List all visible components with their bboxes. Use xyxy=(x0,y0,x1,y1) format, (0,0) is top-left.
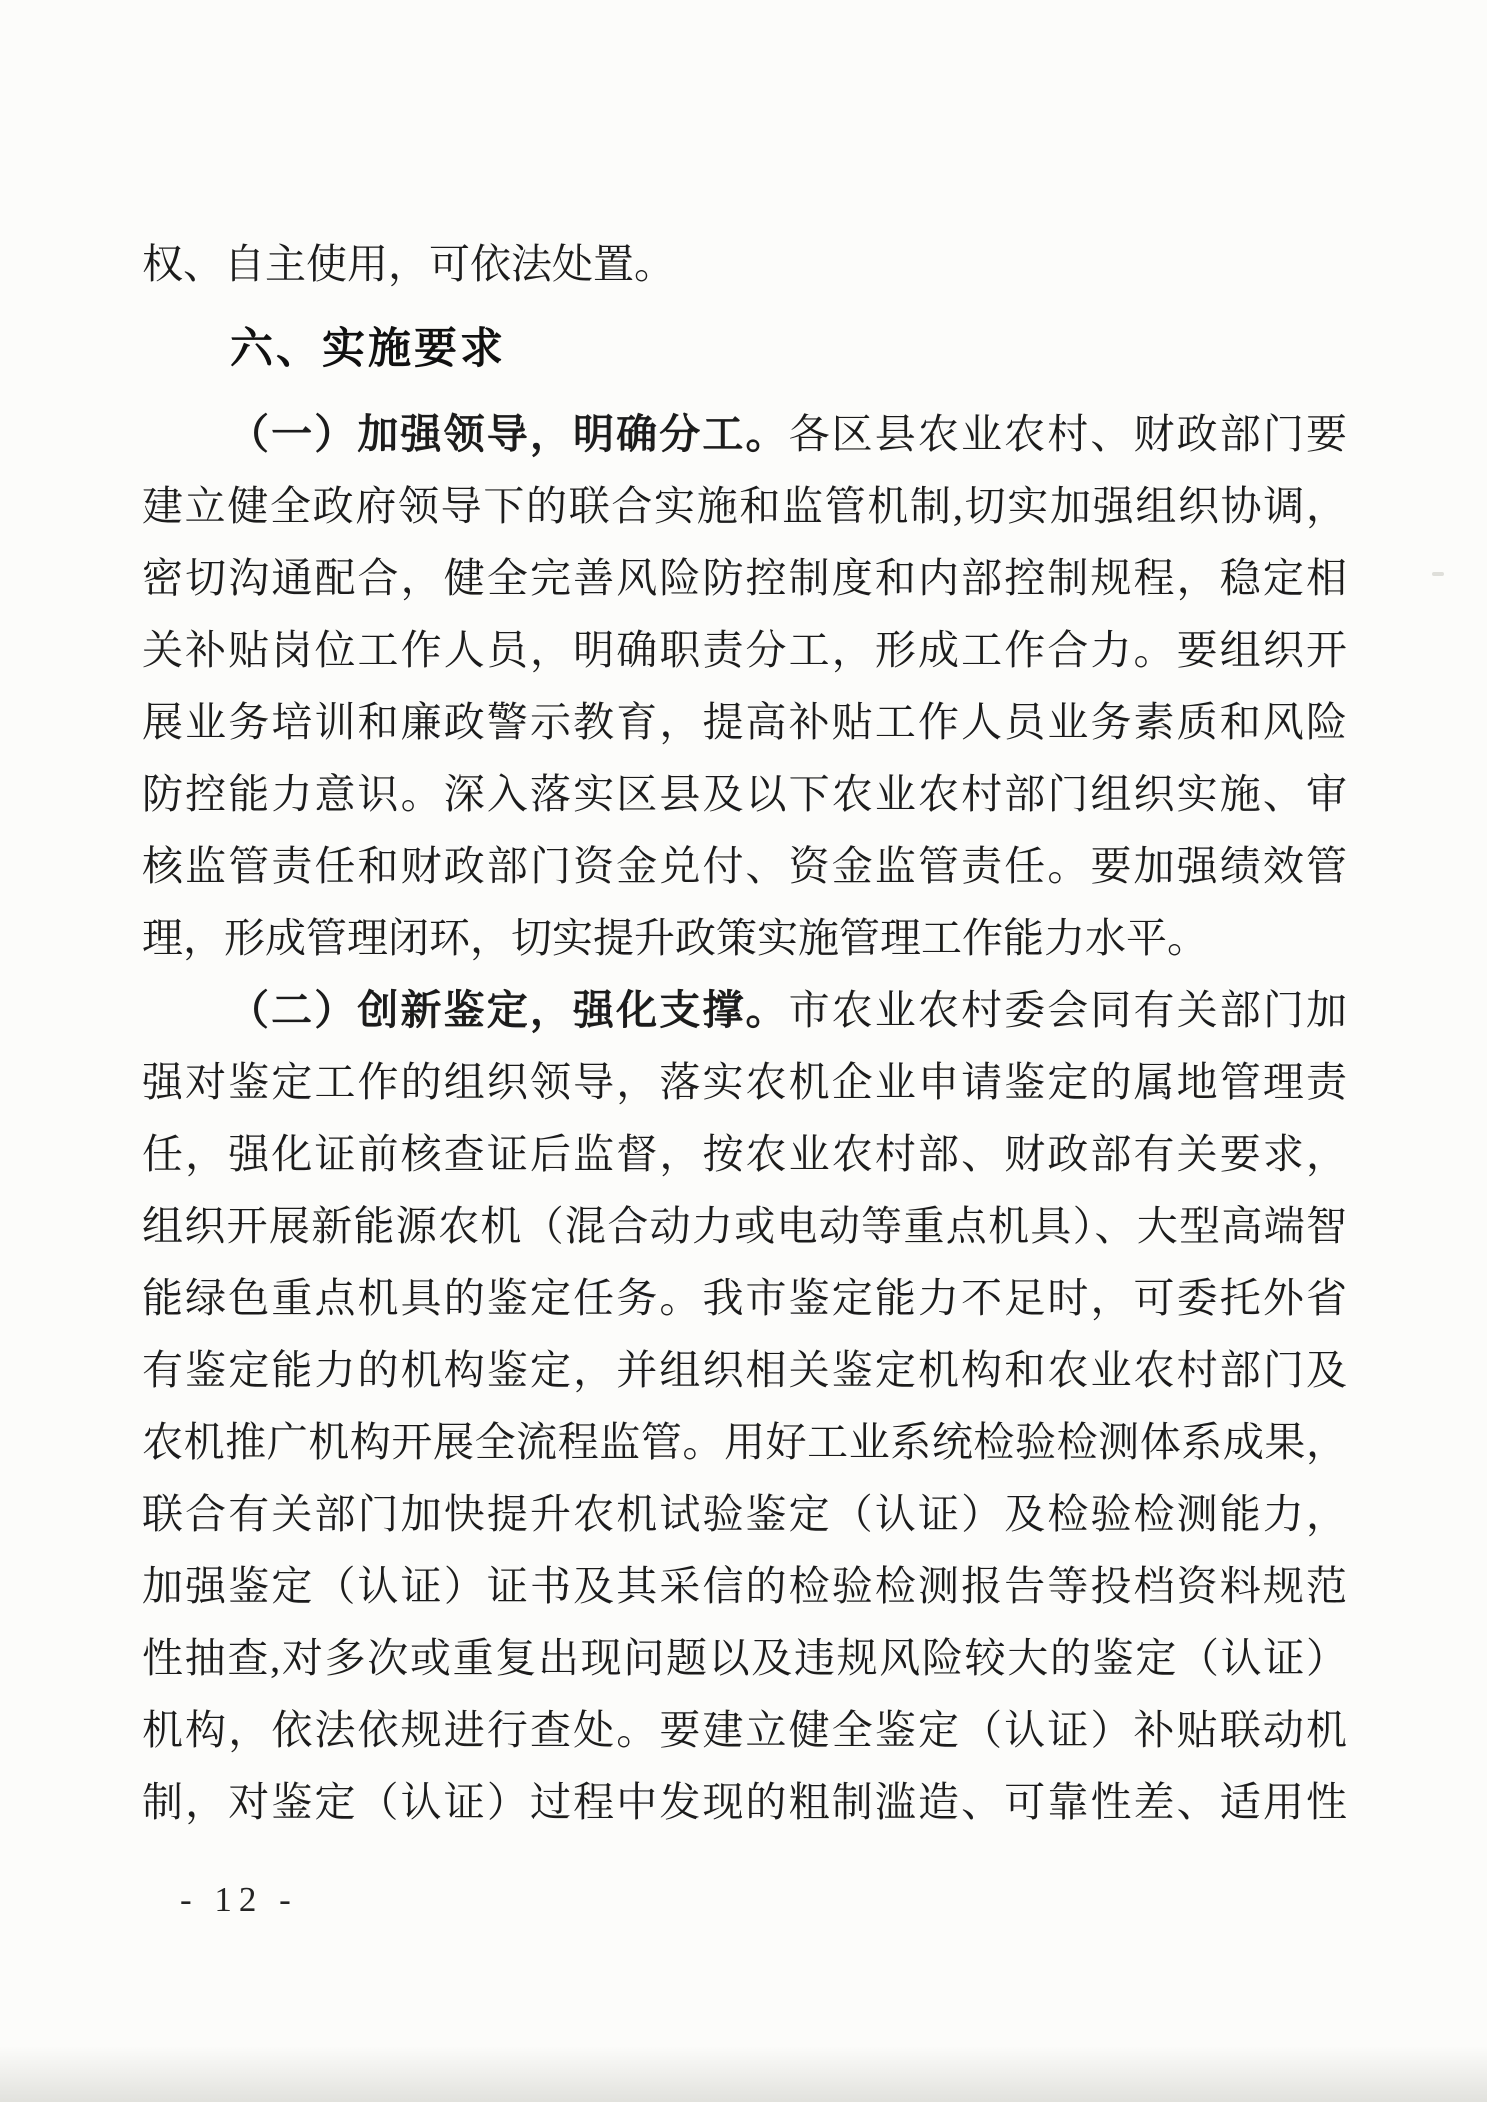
page-number: - 12 - xyxy=(180,1880,298,1919)
text-line: 关补贴岗位工作人员，明确职责分工，形成工作合力。要组织开 xyxy=(142,627,1347,673)
text-line: 展业务培训和廉政警示教育，提高补贴工作人员业务素质和风险 xyxy=(142,699,1347,745)
text-line: 核监管责任和财政部门资金兑付、资金监管责任。要加强绩效管 xyxy=(142,843,1347,889)
scan-artifact xyxy=(1432,572,1444,576)
text-line: 制，对鉴定（认证）过程中发现的粗制滥造、可靠性差、适用性 xyxy=(142,1779,1347,1825)
section-heading: 六、实施要求 xyxy=(230,325,506,373)
paragraph-first-line xyxy=(142,974,1347,1046)
paragraph-first-line xyxy=(142,398,1347,470)
text-line: 性抽查,对多次或重复出现问题以及违规风险较大的鉴定（认证） xyxy=(142,1635,1347,1681)
text-block xyxy=(142,228,1347,1838)
paragraph-first-rest: 市农业农村委会同有关部门加 xyxy=(788,987,1348,1033)
text-line: 组织开展新能源农机（混合动力或电动等重点机具）、大型高端智 xyxy=(142,1203,1347,1249)
text-line: 联合有关部门加快提升农机试验鉴定（认证）及检验检测能力， xyxy=(142,1491,1347,1537)
text-line: 强对鉴定工作的组织领导，落实农机企业申请鉴定的属地管理责 xyxy=(142,1059,1347,1105)
text-line: 建立健全政府领导下的联合实施和监管机制,切实加强组织协调， xyxy=(142,483,1347,529)
paragraph-lead: （二）创新鉴定，强化支撑。 xyxy=(228,987,789,1033)
text-line: 农机推广机构开展全流程监管。用好工业系统检验检测体系成果， xyxy=(142,1419,1347,1465)
text-line: 任，强化证前核查证后监督，按农业农村部、财政部有关要求， xyxy=(142,1131,1347,1177)
paragraph-first-rest: 各区县农业农村、财政部门要 xyxy=(788,411,1348,457)
text-line: 理，形成管理闭环，切实提升政策实施管理工作能力水平。 xyxy=(142,915,1208,961)
text-line: 加强鉴定（认证）证书及其采信的检验检测报告等投档资料规范 xyxy=(142,1563,1347,1609)
text-line: 密切沟通配合，健全完善风险防控制度和内部控制规程，稳定相 xyxy=(142,555,1347,601)
continuation-line: 权、自主使用，可依法处置。 xyxy=(142,241,675,287)
text-line: 防控能力意识。深入落实区县及以下农业农村部门组织实施、审 xyxy=(142,771,1347,817)
text-line: 能绿色重点机具的鉴定任务。我市鉴定能力不足时，可委托外省 xyxy=(142,1275,1347,1321)
text-line: 机构，依法依规进行查处。要建立健全鉴定（认证）补贴联动机 xyxy=(142,1707,1347,1753)
text-line: 有鉴定能力的机构鉴定，并组织相关鉴定机构和农业农村部门及 xyxy=(142,1347,1347,1393)
paragraph-lead: （一）加强领导，明确分工。 xyxy=(228,411,789,457)
scan-artifact xyxy=(0,2046,1487,2102)
